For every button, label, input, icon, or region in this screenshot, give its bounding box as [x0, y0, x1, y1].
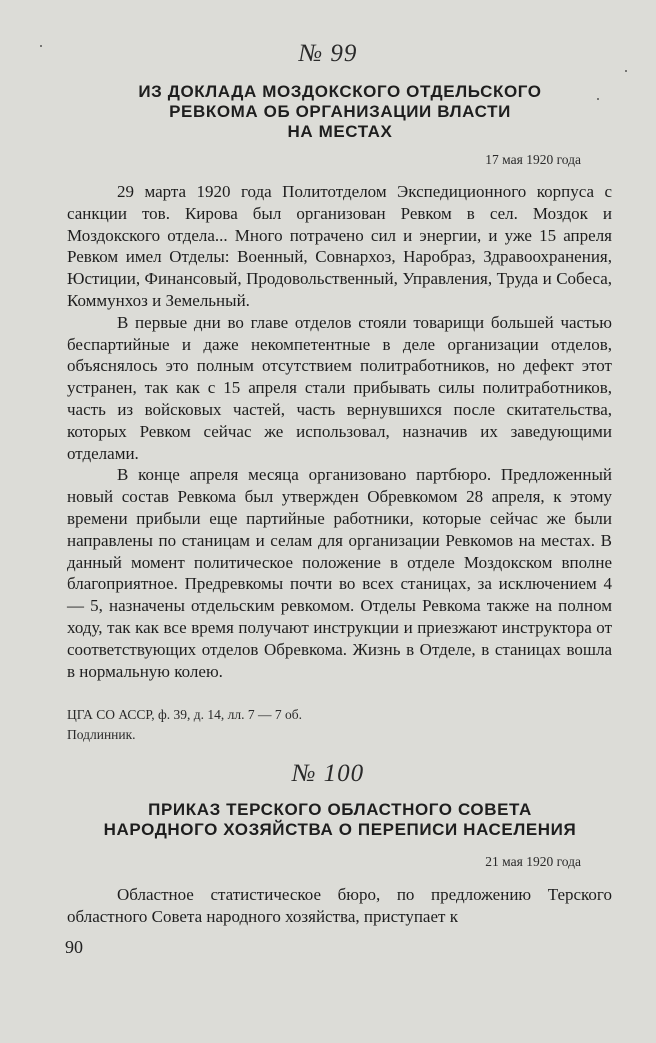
document-number: № 100 — [291, 760, 365, 787]
paragraph: В конце апреля месяца организовано партбюро. Предложенный новый состав Ревкома был утвержден Обревкомом 28 апреля, к этому времени прибыли еще партийные работники, которые сейчас же были направлены по станицам и селам для организации Ревкомов на местах. В данный момент политическое положение в отделе Моздокском вполне благоприятное. Предревкомы почти во всех станицах, за исключением 4 — 5, назначены отдельским ревкомом. Отделы Ревкома также на полном ходу, так как все время получают инструкции и приезжают инструктора от соответствующих отделов Обревкома. Жизнь в Отделе, в станицах вошла в нормальную колею. — [67, 465, 612, 681]
scan-speck — [597, 98, 599, 100]
document-body — [67, 884, 612, 928]
document-date: 21 мая 1920 года — [485, 854, 581, 869]
document-title — [70, 800, 610, 840]
document-number: № 99 — [298, 40, 358, 67]
scan-speck — [625, 70, 627, 72]
title-line: НАРОДНОГО ХОЗЯЙСТВА О ПЕРЕПИСИ НАСЕЛЕНИЯ — [103, 820, 577, 839]
scan-speck — [40, 45, 42, 47]
document-note: Подлинник. — [67, 727, 136, 742]
title-line: ИЗ ДОКЛАДА МОЗДОКСКОГО ОТДЕЛЬСКОГО — [138, 82, 542, 101]
paragraph: В первые дни во главе отделов стояли товарищи большей частью беспартийные и даже некомпетентные в деле организации отделов, объяснялось это полным отсутствием политработников, но дефект этот устранен, так как с 15 апреля стали прибывать силы политработников, часть из войсковых частей, часть вернувшихся после скитательства, которых Ревком сейчас же использовал, назначив их заведующими отделами. — [67, 312, 612, 463]
title-line: ПРИКАЗ ТЕРСКОГО ОБЛАСТНОГО СОВЕТА — [148, 800, 532, 819]
paragraph: 29 марта 1920 года Политотделом Экспедиционного корпуса с санкции тов. Кирова был организован Ревком в сел. Моздок и Моздокского отдела... Много потрачено сил и энергии, и уже 15 апреля Ревком имел Отделы: Военный, Совнархоз, Наробраз, Здравоохранения, Юстиции, Финансовый, Продовольственный, Управления, Труда и Собеса, Коммунхоз и Земельный. — [67, 182, 612, 310]
paragraph: Областное статистическое бюро, по предложению Терского областного Совета народного хозяйства, приступает к — [67, 885, 612, 926]
document-body — [67, 181, 612, 682]
archive-source: ЦГА СО АССР, ф. 39, д. 14, лл. 7 — 7 об. — [67, 707, 302, 722]
title-line: РЕВКОМА ОБ ОРГАНИЗАЦИИ ВЛАСТИ — [169, 102, 511, 121]
document-title — [70, 82, 610, 142]
title-line: НА МЕСТАХ — [287, 122, 393, 141]
page-number: 90 — [65, 937, 83, 957]
document-date: 17 мая 1920 года — [485, 152, 581, 167]
